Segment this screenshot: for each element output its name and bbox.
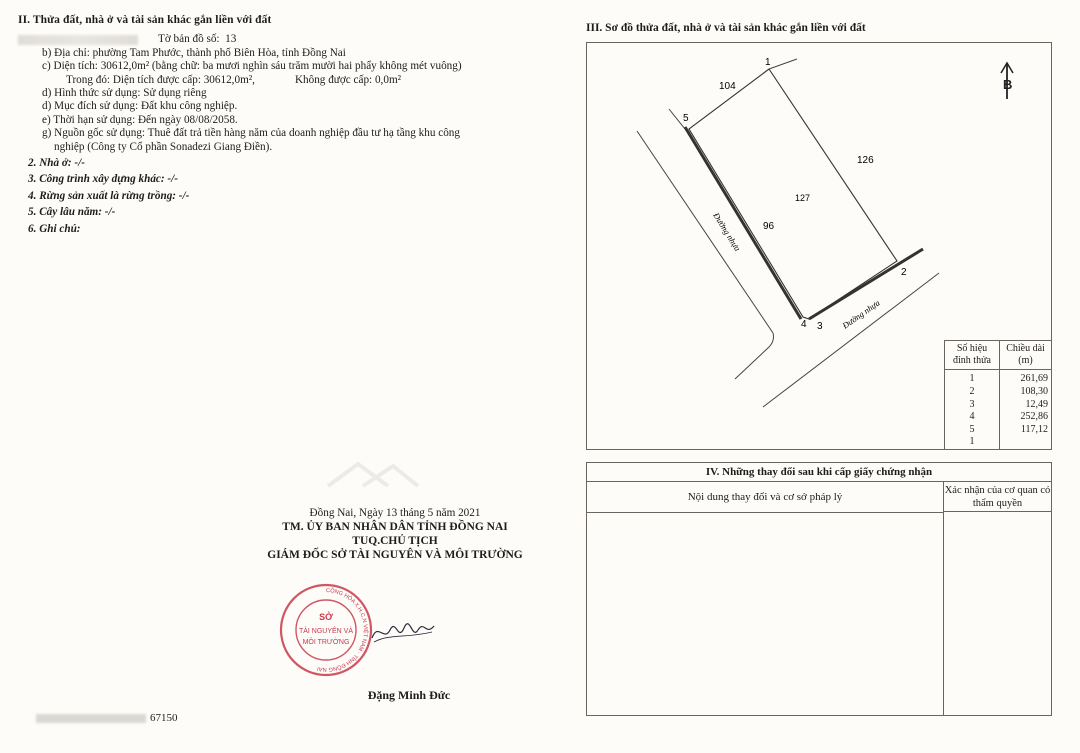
issue-date: Đồng Nai, Ngày 13 tháng 5 năm 2021 [309,507,481,519]
area-not-granted: Không được cấp: 0,0m² [294,73,401,86]
svg-text:4: 4 [801,319,807,330]
authority-line-1: TM. ỦY BAN NHÂN DÂN TỈNH ĐỒNG NAI [282,521,508,533]
svg-text:MÔI TRƯỜNG: MÔI TRƯỜNG [302,639,350,646]
svg-text:Đường nhựa: Đường nhựa [840,297,882,331]
signature-block [200,506,590,562]
section-4-title: IV. Những thay đổi sau khi cấp giấy chứng nhận [587,463,1051,482]
handwritten-signature [368,612,438,652]
sheet-number: 13 [225,33,237,46]
item-notes: 6. Ghi chú: [28,222,81,235]
official-seal [278,582,374,678]
table-row: 3 12,49 [945,399,1052,412]
usage-purpose: d) Mục đích sử dụng: Đất khu công nghiệp. [42,100,238,113]
table-row: 5 117,12 [945,424,1052,437]
certificate-serial: 67150 [36,712,178,724]
svg-text:126: 126 [857,155,874,166]
svg-text:CỘNG HÒA X.H.C.N VIỆT NAM · TỈ: CỘNG HÒA X.H.C.N VIỆT NAM · TỈNH ĐỒNG NAI [316,587,368,673]
item-house: 2. Nhà ở: -/- [28,157,85,170]
signer-name: Đặng Minh Đức [367,688,451,702]
col-authority-confirmation: Xác nhận của cơ quan có thẩm quyền [943,482,1051,512]
table-row: 2 108,30 [945,386,1052,399]
svg-text:B: B [1003,77,1013,92]
table-row: 4 252,86 [945,411,1052,424]
usage-origin-1: g) Nguồn gốc sử dụng: Thuê đất trả tiền hàng năm của doanh nghiệp đầu tư hạ tầng khu công [42,127,460,140]
svg-text:96: 96 [763,221,775,232]
col-length: Chiều dài (m) [1000,341,1052,370]
address: b) Địa chỉ: phường Tam Phước, thành phố Biên Hòa, tỉnh Đồng Nai [42,46,346,59]
svg-text:TÀI NGUYÊN VÀ: TÀI NGUYÊN VÀ [298,628,354,635]
sheet-row [18,33,558,46]
table-row: 1 261,69 [945,370,1052,386]
item-perennial-trees: 5. Cây lâu năm: -/- [28,206,116,219]
issue-day: 13 [385,507,398,519]
svg-text:2: 2 [901,267,907,278]
redacted-serial [36,714,146,723]
svg-text:1: 1 [765,57,771,68]
svg-text:127: 127 [795,193,811,203]
usage-origin-2: nghiệp (Công ty Cổ phần Sonadezi Giang Điền). [54,140,273,153]
table-row: 1 [945,436,1052,449]
svg-text:SỞ: SỞ [319,612,333,622]
north-arrow-icon [1001,63,1013,99]
svg-text:3: 3 [817,321,823,332]
redacted-parcel-number [18,35,138,45]
item-other-construction: 3. Công trình xây dựng khác: -/- [28,173,178,186]
watermark-logo [318,456,428,500]
section-4 [586,462,1052,716]
section-3-title: III. Sơ đồ thửa đất, nhà ở và tài sản khác gắn liền với đất [586,22,866,34]
usage-term: e) Thời hạn sử dụng: Đến ngày 08/08/2058. [42,113,238,126]
section-2 [18,14,558,236]
boundary-length-table [944,340,1052,450]
item-planted-forest: 4. Rừng sản xuất là rừng trồng: -/- [28,189,190,202]
parcel-boundary [689,69,897,319]
authority-line-2: TUQ.CHỦ TỊCH [352,535,438,547]
section-2-title: II. Thửa đất, nhà ở và tài sản khác gắn liền với đất [18,14,272,26]
usage-form: d) Hình thức sử dụng: Sử dụng riêng [42,87,207,100]
area-granted: Trong đó: Diện tích được cấp: 30612,0m², [66,73,255,86]
parcel-diagram [586,42,1052,450]
sheet-label: Tờ bản đồ số: [158,33,220,46]
area: c) Diện tích: 30612,0m² (bằng chữ: ba mươi nghìn sáu trăm mười hai phẩy không mét vuông) [42,60,462,73]
area-detail [18,74,558,87]
authority-line-3: GIÁM ĐỐC SỞ TÀI NGUYÊN VÀ MÔI TRƯỜNG [267,549,523,561]
svg-text:104: 104 [719,81,736,92]
svg-text:5: 5 [683,113,689,124]
col-point: Số hiệu đỉnh thửa [945,341,1000,370]
svg-text:Đường nhựa: Đường nhựa [711,210,743,253]
issue-month: 5 [427,507,434,519]
col-change-content: Nội dung thay đổi và cơ sở pháp lý [587,482,943,513]
